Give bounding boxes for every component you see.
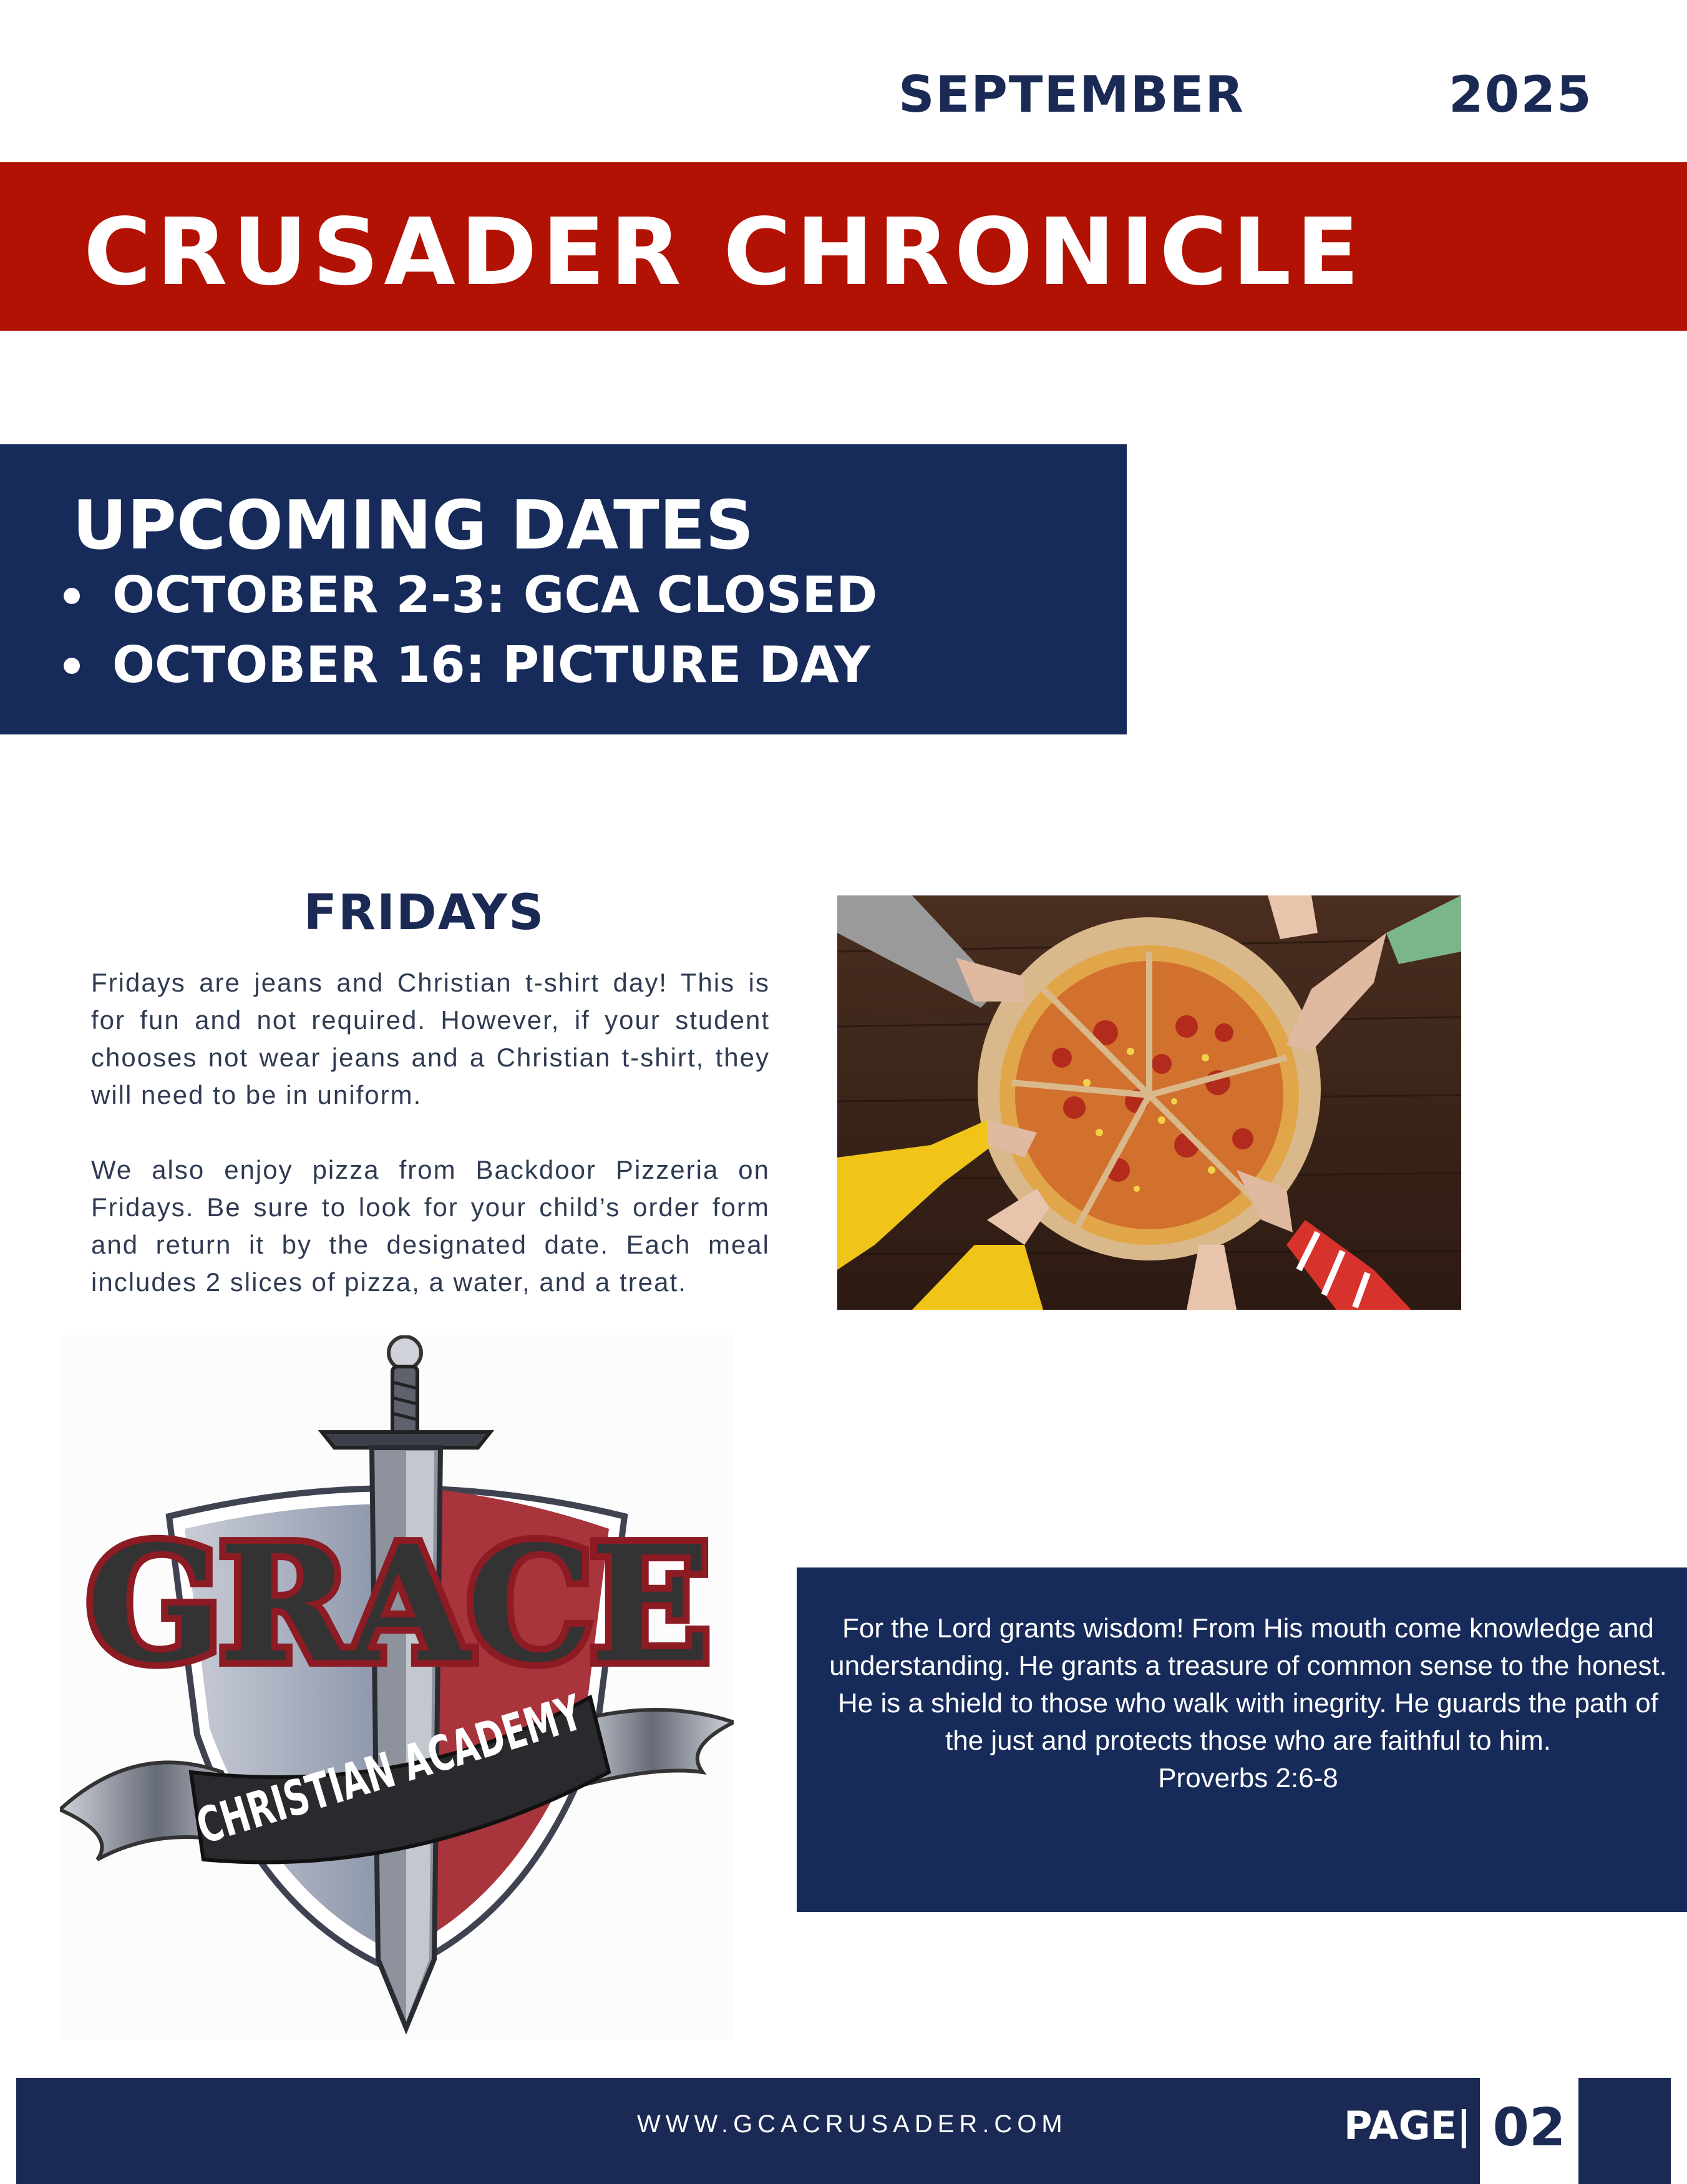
scripture-reference: Proverbs 2:6-8 <box>1158 1763 1338 1793</box>
bullet-icon <box>64 658 80 674</box>
fridays-heading: FRIDAYS <box>303 885 545 941</box>
scripture-content <box>828 1610 1668 1797</box>
issue-year: 2025 <box>1449 66 1593 124</box>
title-banner <box>0 162 1687 331</box>
list-item <box>0 560 877 630</box>
page-number: 02 <box>1492 2097 1566 2158</box>
date-item-text: OCTOBER 16: PICTURE DAY <box>112 636 870 694</box>
pizza-photo <box>837 895 1461 1310</box>
school-logo <box>60 1335 734 2040</box>
fridays-article <box>91 964 770 1338</box>
page-number-box <box>1480 2078 1578 2184</box>
logo-word: GRACE <box>86 1511 707 1698</box>
fridays-paragraph: Fridays are jeans and Christian t-shirt day! This is for fun and not required. However, if your student chooses not wear jeans and a Christian t-shirt, they will need to be in uniform. <box>91 968 770 1109</box>
pizza-illustration <box>837 895 1461 1310</box>
page-label: PAGE| <box>1344 2103 1471 2148</box>
fridays-paragraph: We also enjoy pizza from Backdoor Pizzeria on Fridays. Be sure to look for your child’s order form and return it by the designated date. Each meal includes 2 slices of pizza, a water, and a treat. <box>91 1155 770 1297</box>
page-footer <box>16 2078 1671 2184</box>
issue-month: SEPTEMBER <box>898 66 1245 124</box>
upcoming-dates-list <box>0 560 877 700</box>
scripture-panel <box>797 1567 1687 1912</box>
website-link[interactable]: WWW.GCACRUSADER.COM <box>637 2110 1067 2138</box>
list-item <box>0 630 877 700</box>
logo-banner-text: CHRISTIAN ACADEMY <box>190 1631 734 1856</box>
upcoming-dates-panel <box>0 444 1127 734</box>
upcoming-dates-title: UPCOMING DATES <box>72 487 754 565</box>
newsletter-title: CRUSADER CHRONICLE <box>84 198 1364 306</box>
date-item-text: OCTOBER 2-3: GCA CLOSED <box>112 566 878 624</box>
sword-shield-logo-icon <box>60 1335 734 2040</box>
bullet-icon <box>64 588 80 604</box>
scripture-text: For the Lord grants wisdom! From His mouth come knowledge and understanding. He grants a treasure of common sense to the honest. He is a shield to those who walk with inegrity. He guards the path of the just and protects those who are faithful to him. <box>829 1613 1667 1756</box>
